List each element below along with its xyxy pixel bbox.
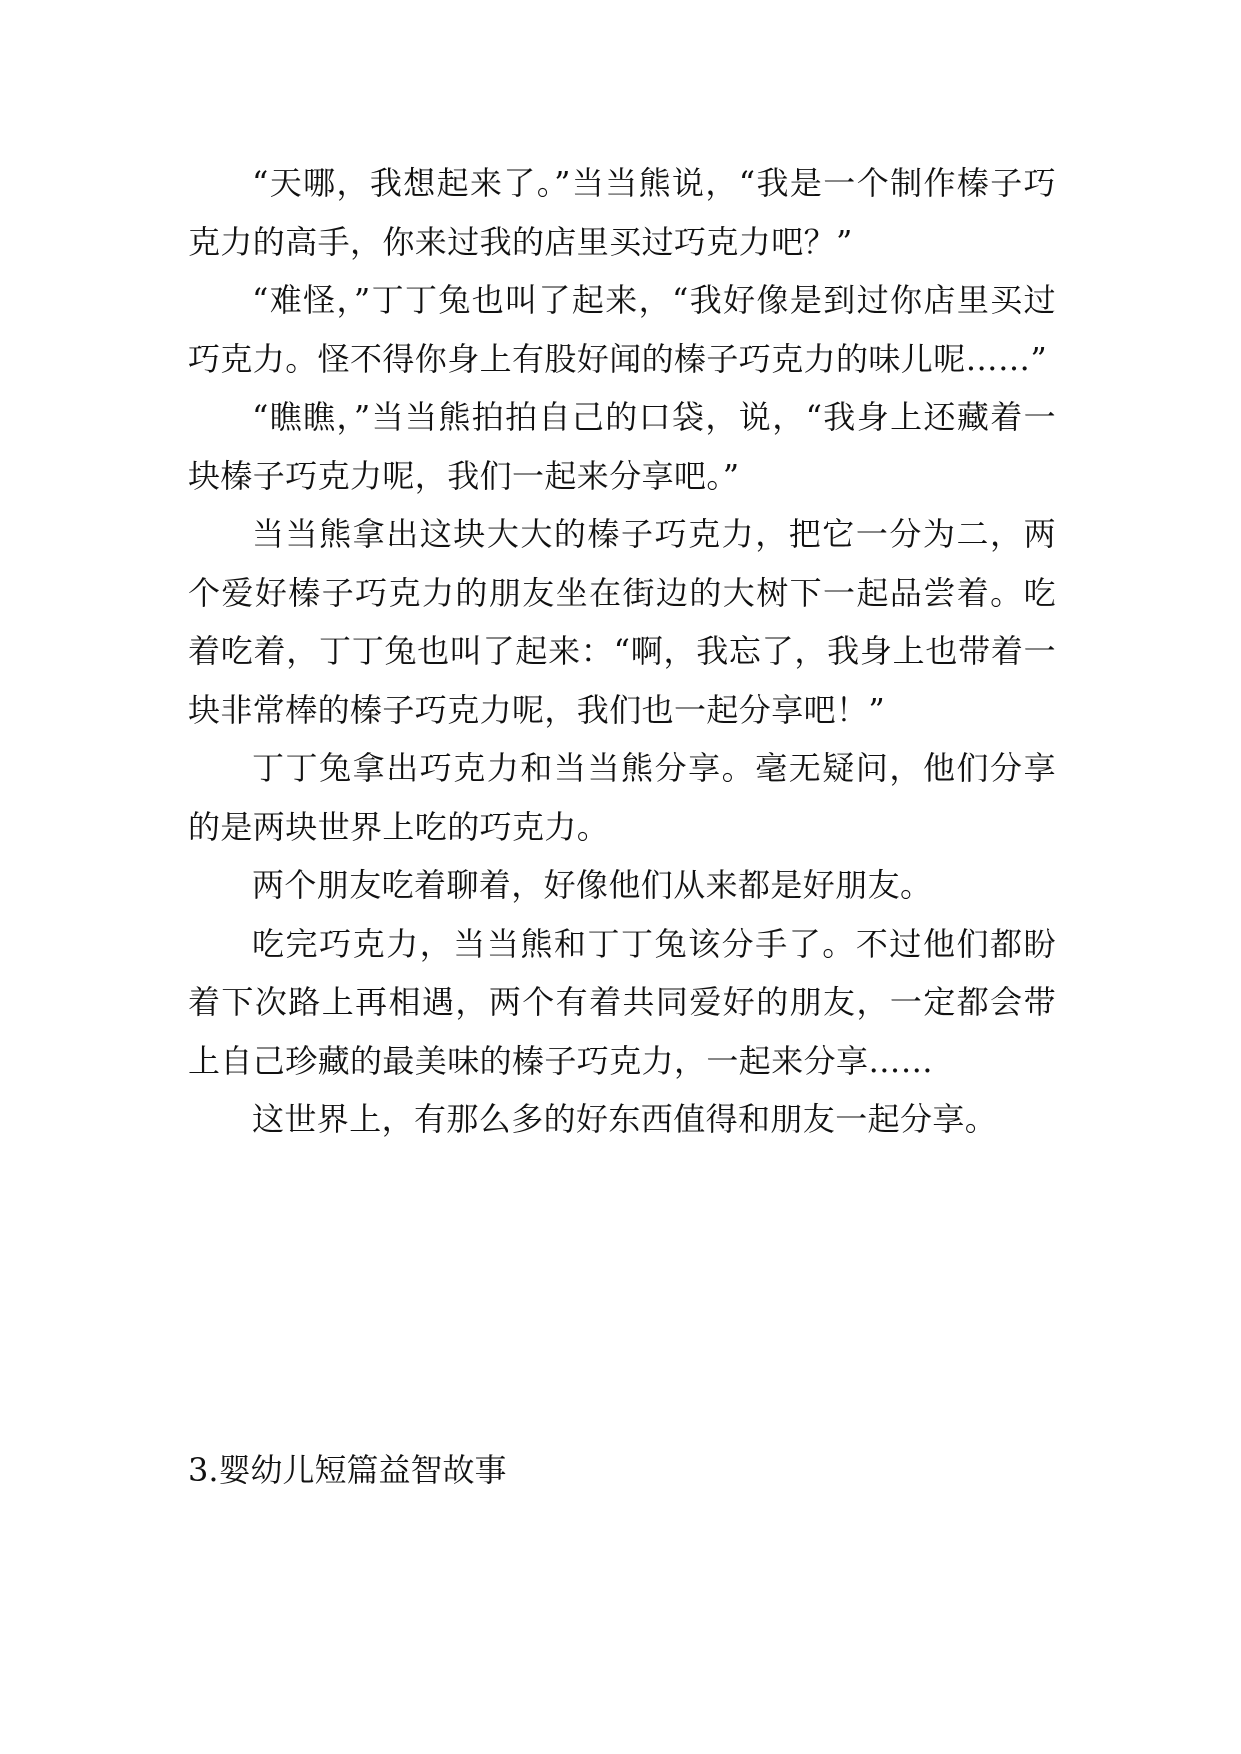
- story-paragraph: “难怪，”丁丁兔也叫了起来，“我好像是到过你店里买过巧克力。怪不得你身上有股好闻的榛子巧克力的味儿呢……”: [188, 281, 1056, 378]
- story-paragraph: 丁丁兔拿出巧克力和当当熊分享。毫无疑问，他们分享的是两块世界上吃的巧克力。: [188, 749, 1056, 846]
- story-paragraph: 两个朋友吃着聊着，好像他们从来都是好朋友。: [252, 866, 933, 904]
- story-body: [188, 154, 1056, 1149]
- section-heading: 3.婴幼儿短篇益智故事: [188, 1451, 507, 1489]
- story-paragraph: 这世界上，有那么多的好东西值得和朋友一起分享。: [252, 1100, 998, 1138]
- story-paragraph: “瞧瞧，”当当熊拍拍自己的口袋，说，“我身上还藏着一块榛子巧克力呢，我们一起来分享吧。”: [188, 398, 1056, 495]
- story-paragraph: “天哪，我想起来了。”当当熊说，“我是一个制作榛子巧克力的高手，你来过我的店里买过巧克力吧？”: [188, 164, 1056, 261]
- story-paragraph: 吃完巧克力，当当熊和丁丁兔该分手了。不过他们都盼着下次路上再相遇，两个有着共同爱好的朋友，一定都会带上自己珍藏的最美味的榛子巧克力，一起来分享……: [188, 924, 1056, 1080]
- story-paragraph: 当当熊拿出这块大大的榛子巧克力，把它一分为二，两个爱好榛子巧克力的朋友坐在街边的大树下一起品尝着。吃着吃着，丁丁兔也叫了起来：“啊，我忘了，我身上也带着一块非常棒的榛子巧克力呢，我们也一起分享吧！”: [188, 515, 1056, 729]
